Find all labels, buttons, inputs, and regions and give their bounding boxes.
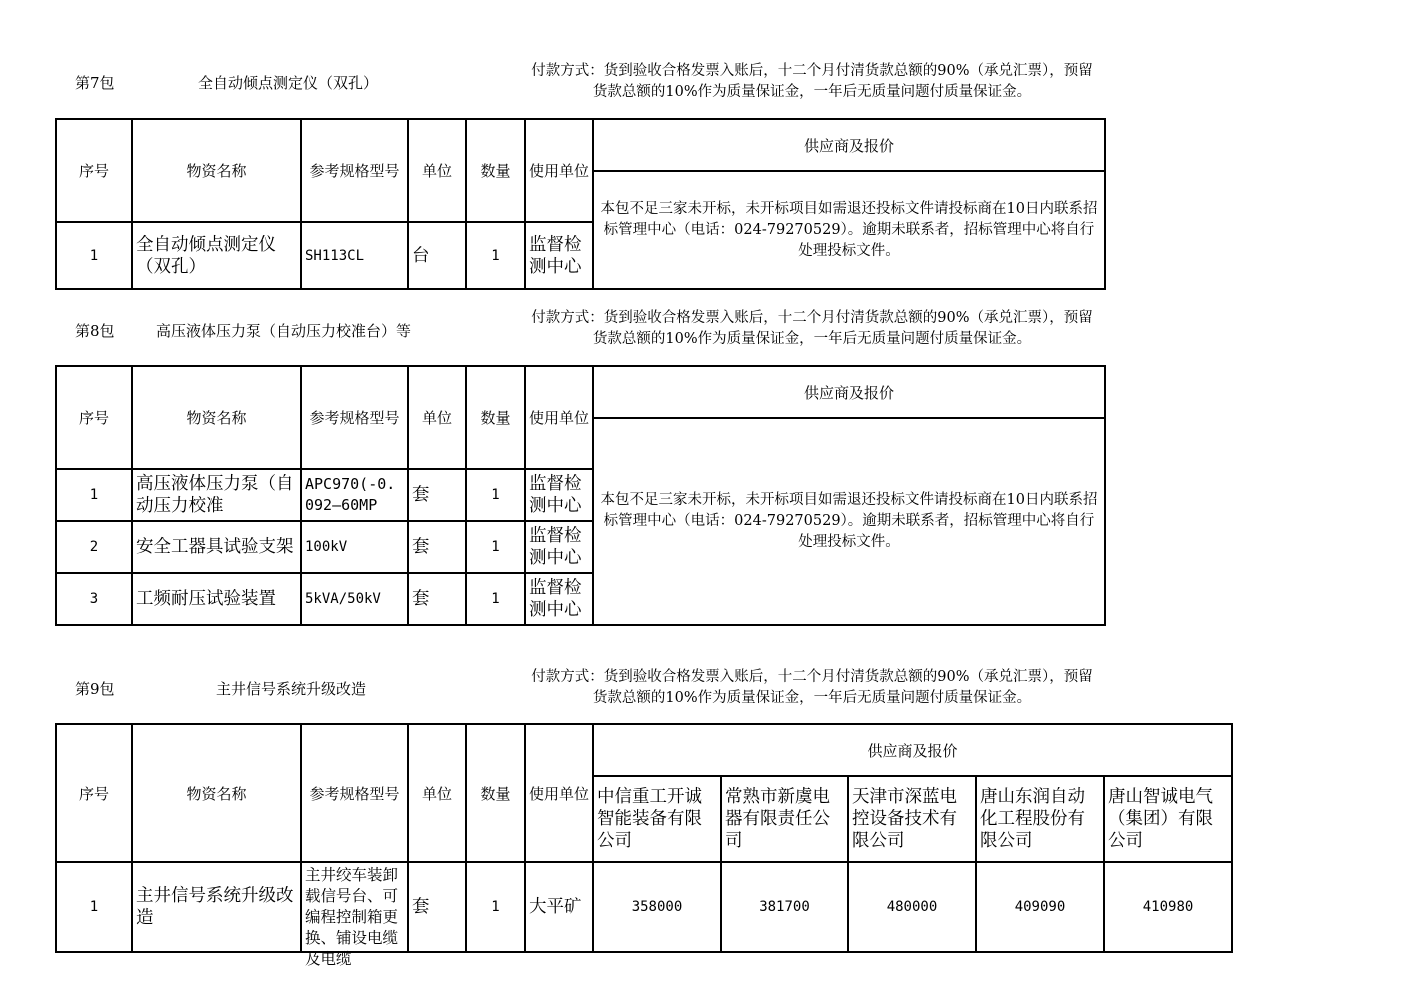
row-seq: 1 bbox=[56, 222, 132, 289]
header-spec: 参考规格型号 bbox=[301, 119, 408, 222]
package-9-title: 主井信号系统升级改造 bbox=[216, 680, 367, 698]
package-8-label: 第8包 bbox=[75, 322, 115, 340]
row-qty: 1 bbox=[466, 222, 525, 289]
package-7-notice: 本包不足三家未开标，未开标项目如需退还投标文件请投标商在10日内联系招标管理中心（电话：024-79270529）。逾期未联系者，招标管理中心将自行处理投标文件。 bbox=[593, 171, 1105, 289]
row-name: 全自动倾点测定仪（双孔） bbox=[132, 222, 301, 289]
row-spec-text: APC970(-0.092—60MP bbox=[305, 475, 396, 514]
package-9-table bbox=[55, 723, 1233, 968]
row-unit: 套 bbox=[408, 521, 466, 573]
header-qty: 数量 bbox=[466, 724, 525, 862]
supplier-name: 天津市深蓝电控设备技术有限公司 bbox=[848, 776, 976, 862]
price-cell: 480000 bbox=[848, 862, 976, 952]
package-8-notice: 本包不足三家未开标，未开标项目如需退还投标文件请投标商在10日内联系招标管理中心（电话：024-79270529）。逾期未联系者，招标管理中心将自行处理投标文件。 bbox=[593, 418, 1105, 625]
package-8-title: 高压液体压力泵（自动压力校准台）等 bbox=[156, 322, 412, 340]
supplier-name: 中信重工开诚智能装备有限公司 bbox=[593, 776, 721, 862]
header-name: 物资名称 bbox=[132, 119, 301, 222]
row-spec: 5kVA/50kV bbox=[301, 573, 408, 625]
row-seq: 1 bbox=[56, 469, 132, 521]
header-supplier: 供应商及报价 bbox=[593, 724, 1232, 776]
row-unit: 套 bbox=[408, 469, 466, 521]
header-name: 物资名称 bbox=[132, 366, 301, 469]
header-seq: 序号 bbox=[56, 724, 132, 862]
price-cell: 409090 bbox=[976, 862, 1104, 952]
row-qty: 1 bbox=[466, 573, 525, 625]
supplier-name: 唐山东润自动化工程股份有限公司 bbox=[976, 776, 1104, 862]
row-name: 安全工器具试验支架 bbox=[132, 521, 301, 573]
package-7-title: 全自动倾点测定仪（双孔） bbox=[198, 74, 379, 92]
row-user: 监督检测中心 bbox=[525, 573, 593, 625]
row-user: 监督检测中心 bbox=[525, 469, 593, 521]
supplier-name: 常熟市新虞电器有限责任公司 bbox=[721, 776, 848, 862]
header-name: 物资名称 bbox=[132, 724, 301, 862]
row-spec-text: 主井绞车装卸载信号台、可编程控制箱更换、铺设电缆及电缆 bbox=[305, 866, 399, 968]
row-unit: 台 bbox=[408, 222, 466, 289]
header-unit: 单位 bbox=[408, 724, 466, 862]
header-spec: 参考规格型号 bbox=[301, 366, 408, 469]
package-7-label: 第7包 bbox=[75, 74, 115, 92]
row-user: 监督检测中心 bbox=[525, 222, 593, 289]
price-cell: 381700 bbox=[721, 862, 848, 952]
package-7-table bbox=[55, 118, 1106, 290]
header-qty: 数量 bbox=[466, 119, 525, 222]
header-unit: 单位 bbox=[408, 366, 466, 469]
supplier-name: 唐山智诚电气（集团）有限公司 bbox=[1104, 776, 1232, 862]
row-unit: 套 bbox=[408, 573, 466, 625]
package-7-payment: 付款方式：货到验收合格发票入账后，十二个月付清货款总额的90%（承兑汇票），预留货款总额的10%作为质量保证金，一年后无质量问题付质量保证金。 bbox=[531, 63, 1093, 100]
header-supplier: 供应商及报价 bbox=[593, 119, 1105, 171]
header-supplier: 供应商及报价 bbox=[593, 366, 1105, 418]
header-unit: 单位 bbox=[408, 119, 466, 222]
package-8-payment: 付款方式：货到验收合格发票入账后，十二个月付清货款总额的90%（承兑汇票），预留货款总额的10%作为质量保证金，一年后无质量问题付质量保证金。 bbox=[531, 310, 1093, 347]
row-qty: 1 bbox=[466, 521, 525, 573]
header-spec: 参考规格型号 bbox=[301, 724, 408, 862]
header-user: 使用单位 bbox=[525, 119, 593, 222]
row-spec bbox=[301, 469, 408, 521]
header-seq: 序号 bbox=[56, 119, 132, 222]
row-name: 主井信号系统升级改造 bbox=[132, 862, 301, 952]
row-name bbox=[132, 469, 301, 521]
header-seq: 序号 bbox=[56, 366, 132, 469]
price-cell: 410980 bbox=[1104, 862, 1232, 952]
package-9-label: 第9包 bbox=[75, 680, 115, 698]
header-qty: 数量 bbox=[466, 366, 525, 469]
row-unit: 套 bbox=[408, 862, 466, 952]
row-spec: SH113CL bbox=[301, 222, 408, 289]
row-name-text: 高压液体压力泵（自动压力校准 bbox=[136, 474, 294, 516]
row-seq: 1 bbox=[56, 862, 132, 952]
row-spec bbox=[301, 862, 408, 968]
row-seq: 3 bbox=[56, 573, 132, 625]
row-name: 工频耐压试验装置 bbox=[132, 573, 301, 625]
row-qty: 1 bbox=[466, 469, 525, 521]
row-qty: 1 bbox=[466, 862, 525, 952]
row-user: 监督检测中心 bbox=[525, 521, 593, 573]
row-seq: 2 bbox=[56, 521, 132, 573]
header-user: 使用单位 bbox=[525, 724, 593, 862]
package-8-table bbox=[55, 365, 1106, 626]
row-user: 大平矿 bbox=[525, 862, 593, 952]
price-cell: 358000 bbox=[593, 862, 721, 952]
row-spec: 100kV bbox=[301, 521, 408, 573]
header-user: 使用单位 bbox=[525, 366, 593, 469]
package-9-payment: 付款方式：货到验收合格发票入账后，十二个月付清货款总额的90%（承兑汇票），预留货款总额的10%作为质量保证金，一年后无质量问题付质量保证金。 bbox=[531, 669, 1093, 706]
